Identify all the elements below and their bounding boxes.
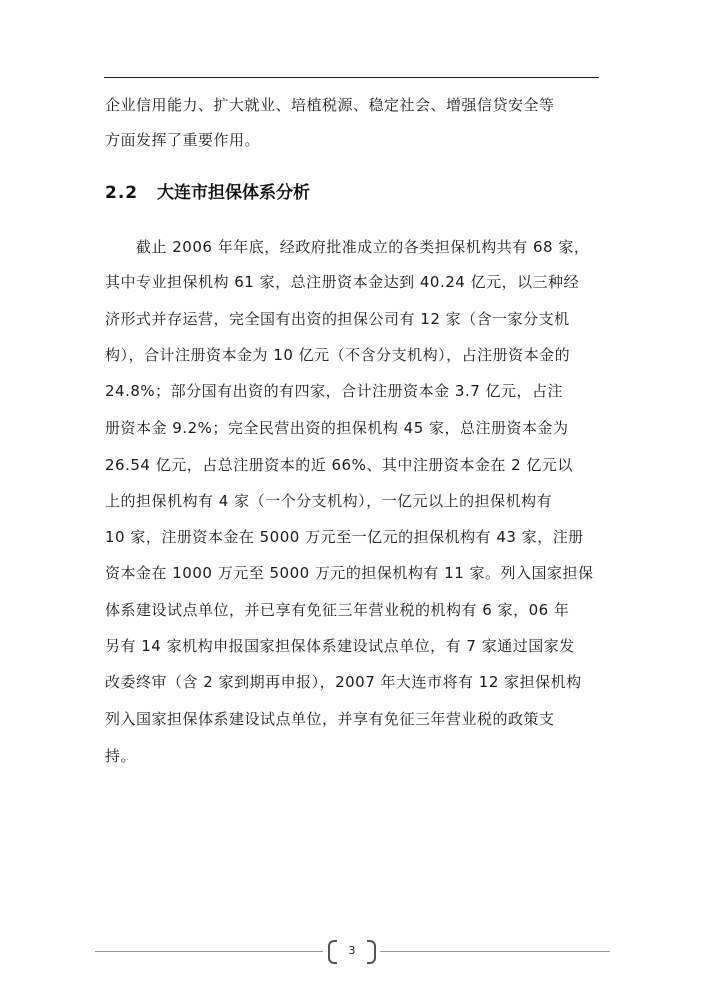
body-line-2: 其中专业担保机构 61 家，总注册资本金达到 40.24 亿元，以三种经: [105, 273, 580, 291]
section-title: 大连市担保体系分析: [157, 183, 310, 203]
body-line-13: 改委终审（含 2 家到期再申报），2007 年大连市将有 12 家担保机构: [105, 673, 582, 691]
section-number: 2.2: [105, 183, 139, 203]
left-bracket-icon: [328, 940, 337, 964]
page-number: 3: [348, 944, 356, 957]
body-line-9: 10 家，注册资本金在 5000 万元至一亿元的担保机构有 43 家，注册: [105, 528, 584, 546]
footer-rule-left: [95, 951, 323, 952]
right-bracket-icon: [367, 940, 376, 964]
body-line-5: 24.8%；部分国有出资的有四家，合计注册资本金 3.7 亿元，占注: [105, 382, 564, 400]
body-line-4: 构），合计注册资本金为 10 亿元（不含分支机构），占注册资本金的: [105, 346, 571, 364]
section-heading: [105, 182, 310, 204]
body-line-3: 济形式并存运营，完全国有出资的担保公司有 12 家（含一家分支机: [105, 310, 570, 328]
page-footer: [95, 940, 610, 964]
body-line-6: 册资本金 9.2%；完全民营出资的担保机构 45 家，总注册资本金为: [105, 419, 569, 437]
header-rule: [104, 77, 599, 78]
body-line-8: 上的担保机构有 4 家（一个分支机构），一亿元以上的担保机构有: [105, 492, 553, 510]
body-line-15: 持。: [105, 747, 137, 765]
body-line-7: 26.54 亿元，占总注册资本的近 66%、其中注册资本金在 2 亿元以: [105, 456, 573, 474]
footer-rule-right: [380, 951, 610, 952]
continuation-line-2: 方面发挥了重要作用。: [105, 131, 261, 149]
body-line-14: 列入国家担保体系建设试点单位，并享有免征三年营业税的政策支: [105, 710, 555, 728]
page-number-box: [328, 940, 376, 962]
body-line-12: 另有 14 家机构申报国家担保体系建设试点单位，有 7 家通过国家发: [105, 637, 575, 655]
body-line-11: 体系建设试点单位，并已享有免征三年营业税的机构有 6 家，06 年: [105, 601, 570, 619]
continuation-line-1: 企业信用能力、扩大就业、培植税源、稳定社会、增强信贷安全等: [105, 96, 555, 114]
body-line-1: 截止 2006 年年底，经政府批准成立的各类担保机构共有 68 家，: [105, 238, 590, 256]
body-line-10: 资本金在 1000 万元至 5000 万元的担保机构有 11 家。列入国家担保: [105, 564, 594, 582]
